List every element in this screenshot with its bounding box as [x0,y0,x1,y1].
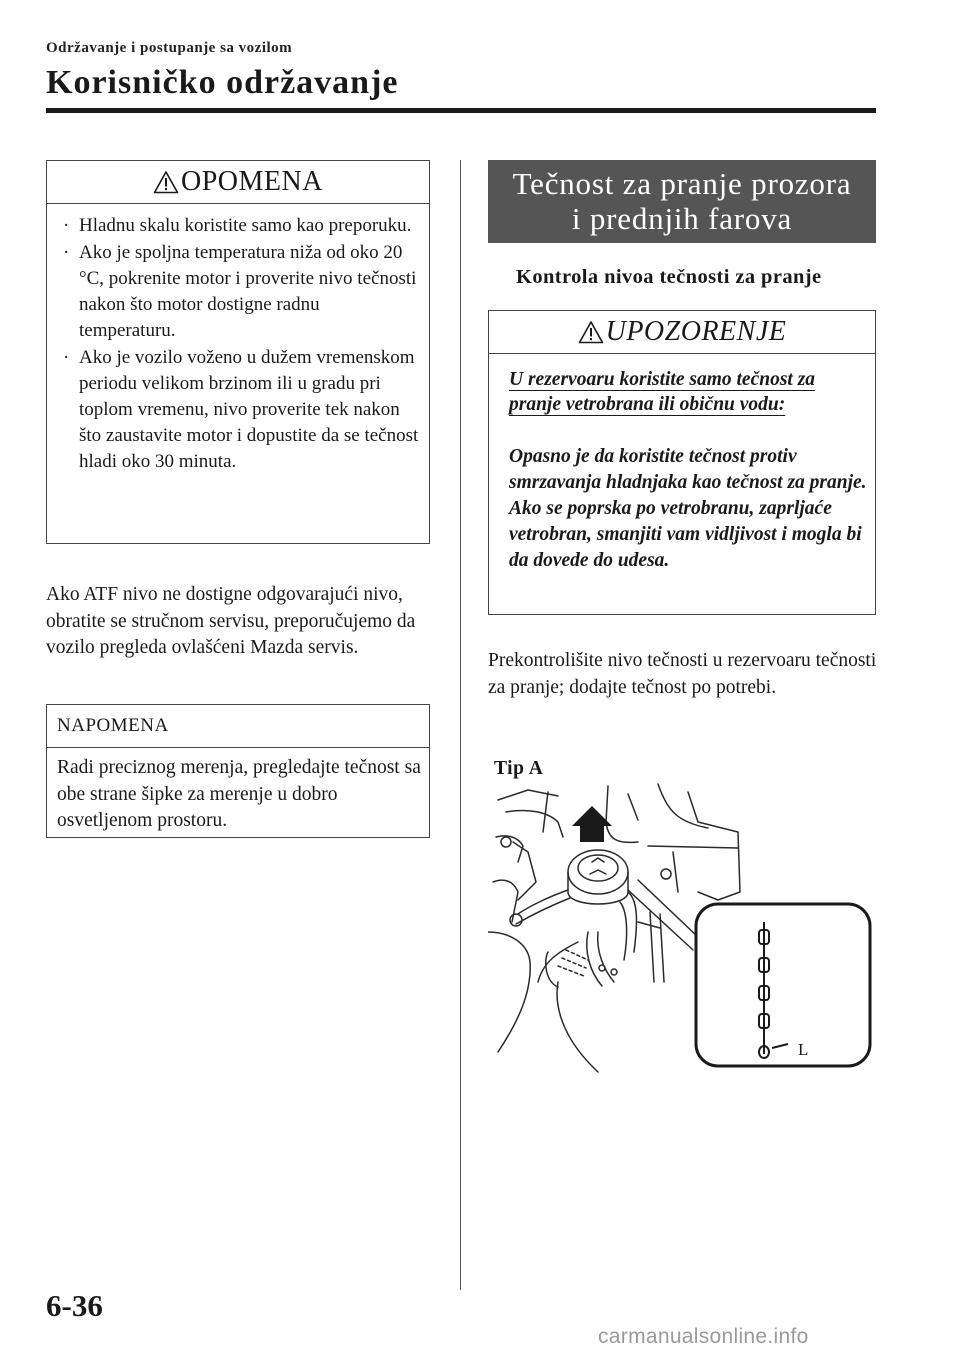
warning-box [488,310,876,615]
caution-list [47,213,419,476]
page-title: Korisničko održavanje [46,64,399,101]
warning-header [489,311,875,354]
caution-item-text: Ako je spoljna temperatura niža od oko 20 °C, pokrenite motor i proverite nivo tečnosti nakon što motor dostigne radnu temperaturu. [79,242,417,341]
watermark: carmanualsonline.info [598,1325,809,1348]
check-paragraph: Prekontrolišite nivo tečnosti u rezervoaru tečnosti za pranje; dodajte tečnost po potrebi. [488,650,877,698]
subheading: Kontrola nivoa tečnosti za pranje [516,266,822,288]
washer-reservoir-illustration [488,782,878,1082]
warning-triangle-icon [578,320,604,344]
note-box [46,704,430,838]
caution-box [46,160,430,544]
warning-body: Opasno je da koristite tečnost protiv smrzavanja hladnjaka kao tečnost za pranje. Ako se poprska po vetrobranu, zaprljaće vetrobran, smanjiti vam vidljivost i mogla bi da dovede do udesa. [509,446,867,571]
banner-title-line2: i prednjih farova [571,201,793,236]
warning-title: UPOZORENJE [605,316,787,347]
banner-title-line1: Tečnost za pranje prozora [512,166,852,201]
dipstick-label-L: L [798,1040,809,1059]
header-rule [46,108,876,113]
column-divider [460,160,461,1290]
type-label: Tip A [494,758,544,779]
note-body: Radi preciznog merenja, pregledajte tečnost sa obe strane šipke za merenje u dobro osvetljenom prostoru. [57,757,421,831]
atf-paragraph: Ako ATF nivo ne dostigne odgovarajući nivo, obratite se stručnom servisu, preporučujemo da vozilo pregleda ovlašćeni Mazda servis. [46,584,416,658]
warning-triangle-icon [153,170,179,194]
bullet: · [63,215,70,236]
warning-lead: U rezervoaru koristite samo tečnost za pranje vetrobrana ili običnu vodu: [509,369,816,415]
note-title: NAPOMENA [57,715,169,736]
caution-item [47,345,419,475]
bullet: · [63,347,70,368]
bullet: · [63,242,70,263]
caution-item-text: Hladnu skalu koristite samo kao preporuku. [79,215,412,236]
section-label: Održavanje i postupanje sa vozilom [46,40,293,56]
page-number: 6-36 [46,1288,103,1323]
caution-item [47,213,419,239]
caution-title: OPOMENA [181,166,323,197]
caution-header [47,161,429,204]
note-header [47,705,429,748]
caution-item-text: Ako je vozilo voženo u dužem vremenskom periodu velikom brzinom ili u gradu pri toplom vremenu, nivo proverite tek nakon što zaustavite motor i dopustite da se tečnost hladi oko 30 minuta. [79,347,419,472]
section-banner [488,160,876,243]
caution-item [47,240,419,344]
